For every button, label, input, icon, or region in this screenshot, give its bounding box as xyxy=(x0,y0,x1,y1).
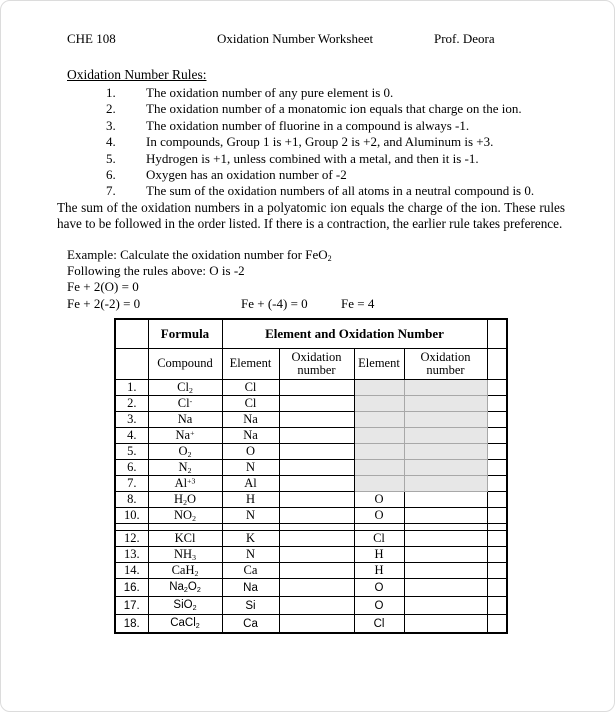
oxidation-1-cell xyxy=(279,396,354,412)
row-number-cell: 18. xyxy=(115,615,148,634)
rule-item xyxy=(1,167,614,183)
rules-heading: Oxidation Number Rules: xyxy=(67,67,207,82)
element-1-cell: Ca xyxy=(222,615,279,634)
subheader-corner-cell xyxy=(115,349,148,380)
end-cell xyxy=(487,508,507,524)
end-cell xyxy=(487,615,507,634)
compound-text: NO xyxy=(174,508,193,522)
compound-text: CaCl xyxy=(170,617,196,630)
example-line-3: Fe + 2(O) = 0 xyxy=(67,279,139,295)
oxidation-2-cell xyxy=(404,428,487,444)
element-1-cell: N xyxy=(222,547,279,563)
rule-text: The oxidation number of any pure element is 0. xyxy=(146,85,394,100)
oxidation-2-cell xyxy=(404,508,487,524)
compound-text: O xyxy=(186,492,196,506)
compound-cell xyxy=(148,579,222,597)
compound-sub: 2 xyxy=(183,497,187,507)
subheader-oxidation-2: Oxidation number xyxy=(404,349,487,380)
element-2-cell xyxy=(354,412,404,428)
oxidation-1-cell xyxy=(279,380,354,396)
compound-cell xyxy=(148,508,222,524)
compound-sub: 2 xyxy=(183,585,188,594)
subheader-element-2: Element xyxy=(354,349,404,380)
table-row xyxy=(115,579,507,597)
element-1-cell: Cl xyxy=(222,396,279,412)
oxidation-1-cell xyxy=(279,579,354,597)
compound-text: KCl xyxy=(174,531,196,545)
example-line-1-subscript: 2 xyxy=(327,254,332,263)
compound-sub: 2 xyxy=(192,513,196,523)
rule-number: 5. xyxy=(106,150,116,166)
compound-text: SiO xyxy=(173,599,193,612)
element-1-cell: Na xyxy=(222,412,279,428)
row-number-cell: 2. xyxy=(115,396,148,412)
row-number-cell: 13. xyxy=(115,547,148,563)
element-2-cell xyxy=(354,428,404,444)
oxidation-1-cell xyxy=(279,563,354,579)
element-2-cell xyxy=(354,524,404,531)
rule-number: 3. xyxy=(106,117,116,133)
oxidation-2-cell xyxy=(404,412,487,428)
table-row xyxy=(115,428,507,444)
compound-cell xyxy=(148,597,222,615)
oxidation-1-cell xyxy=(279,508,354,524)
element-1-cell: Cl xyxy=(222,380,279,396)
row-number-cell: 16. xyxy=(115,579,148,597)
row-number-cell: 12. xyxy=(115,531,148,547)
rule-item xyxy=(1,183,614,199)
example-line-2: Following the rules above: O is -2 xyxy=(67,263,245,279)
element-2-cell xyxy=(354,460,404,476)
row-number-cell: 7. xyxy=(115,476,148,492)
compound-text: Al xyxy=(174,476,188,490)
element-1-cell: Al xyxy=(222,476,279,492)
table-header-row-1 xyxy=(115,319,507,349)
compound-cell xyxy=(148,547,222,563)
end-cell xyxy=(487,412,507,428)
oxidation-1-cell xyxy=(279,492,354,508)
worksheet-table xyxy=(114,318,508,634)
row-number-cell: 1. xyxy=(115,380,148,396)
row-number-cell: 17. xyxy=(115,597,148,615)
end-cell xyxy=(487,428,507,444)
oxidation-1-cell xyxy=(279,531,354,547)
rule-item xyxy=(1,151,614,167)
element-1-cell: K xyxy=(222,531,279,547)
oxidation-1-cell xyxy=(279,428,354,444)
header-corner-cell xyxy=(115,319,148,349)
oxidation-2-cell xyxy=(404,460,487,476)
rule-item xyxy=(1,118,614,134)
oxidation-2-cell xyxy=(404,524,487,531)
subheader-element-1: Element xyxy=(222,349,279,380)
example-line-1-text: Example: Calculate the oxidation number for FeO xyxy=(67,247,328,262)
table-row xyxy=(115,547,507,563)
compound-cell xyxy=(148,380,222,396)
rule-text: Hydrogen is +1, unless combined with a metal, and then it is -1. xyxy=(146,150,479,166)
row-number-cell: 3. xyxy=(115,412,148,428)
table-row xyxy=(115,412,507,428)
compound-sub: 3 xyxy=(192,552,196,562)
compound-text: CaH xyxy=(171,563,195,577)
table-row xyxy=(115,597,507,615)
element-2-cell xyxy=(354,476,404,492)
compound-text: H xyxy=(174,492,184,506)
compound-sup: +3 xyxy=(187,476,196,486)
end-cell xyxy=(487,531,507,547)
rule-number: 1. xyxy=(106,85,116,100)
example-eq-b: Fe + (-4) = 0 xyxy=(241,295,308,311)
end-cell xyxy=(487,547,507,563)
subheader-compound: Compound xyxy=(148,349,222,380)
compound-text: N xyxy=(178,460,188,474)
rule-text: Oxygen has an oxidation number of -2 xyxy=(146,166,347,182)
table-row xyxy=(115,460,507,476)
compound-text: O xyxy=(178,444,188,458)
compound-cell xyxy=(148,615,222,634)
element-2-cell: O xyxy=(354,508,404,524)
compound-cell xyxy=(148,531,222,547)
example-eq-a: Fe + 2(-2) = 0 xyxy=(67,295,141,311)
oxidation-2-cell xyxy=(404,476,487,492)
element-1-cell: Ca xyxy=(222,563,279,579)
rules-list xyxy=(1,85,614,200)
element-1-cell: Na xyxy=(222,579,279,597)
row-number-cell: 14. xyxy=(115,563,148,579)
element-1-cell: Na xyxy=(222,428,279,444)
rule-number: 7. xyxy=(106,183,116,199)
rule-number: 4. xyxy=(106,134,116,150)
course-code: CHE 108 xyxy=(67,31,116,46)
table-row xyxy=(115,615,507,634)
compound-cell xyxy=(148,428,222,444)
end-cell xyxy=(487,579,507,597)
compound-cell xyxy=(148,444,222,460)
element-1-cell: N xyxy=(222,508,279,524)
example-line-1 xyxy=(67,247,547,263)
example-eq-c: Fe = 4 xyxy=(341,295,375,311)
compound-cell xyxy=(148,412,222,428)
subheader-oxidation-1: Oxidation number xyxy=(279,349,354,380)
oxidation-2-cell xyxy=(404,597,487,615)
compound-text: Cl xyxy=(177,396,190,410)
compound-text: NH xyxy=(174,547,193,561)
table-row xyxy=(115,563,507,579)
compound-sup: + xyxy=(190,428,195,438)
compound-cell xyxy=(148,476,222,492)
table-row xyxy=(115,444,507,460)
compound-cell xyxy=(148,563,222,579)
oxidation-1-cell xyxy=(279,615,354,634)
compound-cell xyxy=(148,396,222,412)
oxidation-1-cell xyxy=(279,444,354,460)
row-number-cell xyxy=(115,524,148,531)
compound-text: O xyxy=(187,581,197,594)
rules-paragraph: The sum of the oxidation numbers in a polyatomic ion equals the charge of the ion. These rules have to be followed in the order listed. If there is a contraction, the earlier rule takes preference. xyxy=(57,200,565,232)
compound-cell xyxy=(148,524,222,531)
compound-text: Cl xyxy=(177,380,189,394)
rule-item xyxy=(1,101,614,117)
element-2-cell xyxy=(354,396,404,412)
rule-number: 2. xyxy=(106,101,116,117)
element-2-cell: O xyxy=(354,492,404,508)
oxidation-2-cell xyxy=(404,579,487,597)
end-cell xyxy=(487,492,507,508)
compound-sub: 2 xyxy=(187,449,192,459)
table-row xyxy=(115,492,507,508)
rule-item xyxy=(1,85,614,101)
table-row xyxy=(115,396,507,412)
element-1-cell: H xyxy=(222,492,279,508)
compound-sub: 2 xyxy=(196,585,201,594)
table-row xyxy=(115,508,507,524)
table-header-row-2 xyxy=(115,349,507,380)
element-2-cell: H xyxy=(354,563,404,579)
row-number-cell: 5. xyxy=(115,444,148,460)
example-line-4 xyxy=(67,296,547,312)
end-cell xyxy=(487,460,507,476)
end-cell xyxy=(487,563,507,579)
oxidation-2-cell xyxy=(404,444,487,460)
oxidation-2-cell xyxy=(404,380,487,396)
element-1-cell: N xyxy=(222,460,279,476)
end-cell xyxy=(487,396,507,412)
oxidation-2-cell xyxy=(404,396,487,412)
header-end-cell xyxy=(487,319,507,349)
row-number-cell: 4. xyxy=(115,428,148,444)
compound-sub: 2 xyxy=(192,603,197,612)
end-cell xyxy=(487,524,507,531)
element-1-cell: O xyxy=(222,444,279,460)
spacer-row xyxy=(115,524,507,531)
oxidation-2-cell xyxy=(404,492,487,508)
element-2-cell: Cl xyxy=(354,615,404,634)
table-row xyxy=(115,380,507,396)
element-1-cell xyxy=(222,524,279,531)
element-1-cell: Si xyxy=(222,597,279,615)
oxidation-1-cell xyxy=(279,412,354,428)
end-cell xyxy=(487,476,507,492)
example-block xyxy=(67,247,547,312)
worksheet-table-body xyxy=(115,380,507,634)
rule-text: The sum of the oxidation numbers of all atoms in a neutral compound is 0. xyxy=(146,183,535,199)
rule-text: The oxidation number of fluorine in a compound is always -1. xyxy=(146,117,470,133)
rule-number: 6. xyxy=(106,166,116,182)
table-row xyxy=(115,476,507,492)
element-2-cell: O xyxy=(354,597,404,615)
row-number-cell: 6. xyxy=(115,460,148,476)
element-2-cell: H xyxy=(354,547,404,563)
compound-sub: 2 xyxy=(188,385,193,395)
oxidation-2-cell xyxy=(404,531,487,547)
compound-text: Na xyxy=(177,412,193,426)
element-2-cell: O xyxy=(354,579,404,597)
compound-sub: 2 xyxy=(187,465,192,475)
compound-cell xyxy=(148,460,222,476)
row-number-cell: 8. xyxy=(115,492,148,508)
rule-text: The oxidation number of a monatomic ion equals that charge on the ion. xyxy=(146,101,522,117)
page-title: Oxidation Number Worksheet xyxy=(217,31,374,46)
oxidation-1-cell xyxy=(279,476,354,492)
row-number-cell: 10. xyxy=(115,508,148,524)
end-cell xyxy=(487,597,507,615)
end-cell xyxy=(487,380,507,396)
end-cell xyxy=(487,444,507,460)
oxidation-1-cell xyxy=(279,460,354,476)
element-2-cell: Cl xyxy=(354,531,404,547)
oxidation-2-cell xyxy=(404,547,487,563)
professor-name: Prof. Deora xyxy=(434,31,495,46)
rule-text: In compounds, Group 1 is +1, Group 2 is +2, and Aluminum is +3. xyxy=(146,134,494,150)
oxidation-2-cell xyxy=(404,563,487,579)
compound-text: Na xyxy=(169,581,184,594)
oxidation-1-cell xyxy=(279,597,354,615)
compound-cell xyxy=(148,492,222,508)
compound-sub: 2 xyxy=(194,568,199,578)
oxidation-1-cell xyxy=(279,547,354,563)
compound-sub: 2 xyxy=(195,621,200,630)
subheader-end-cell xyxy=(487,349,507,380)
rule-item xyxy=(1,134,614,150)
element-2-cell xyxy=(354,380,404,396)
compound-sup: - xyxy=(189,396,193,406)
header-element-oxidation: Element and Oxidation Number xyxy=(222,319,487,349)
compound-text: Na xyxy=(175,428,191,442)
header-formula: Formula xyxy=(148,319,222,349)
oxidation-2-cell xyxy=(404,615,487,634)
table-row xyxy=(115,531,507,547)
oxidation-1-cell xyxy=(279,524,354,531)
element-2-cell xyxy=(354,444,404,460)
